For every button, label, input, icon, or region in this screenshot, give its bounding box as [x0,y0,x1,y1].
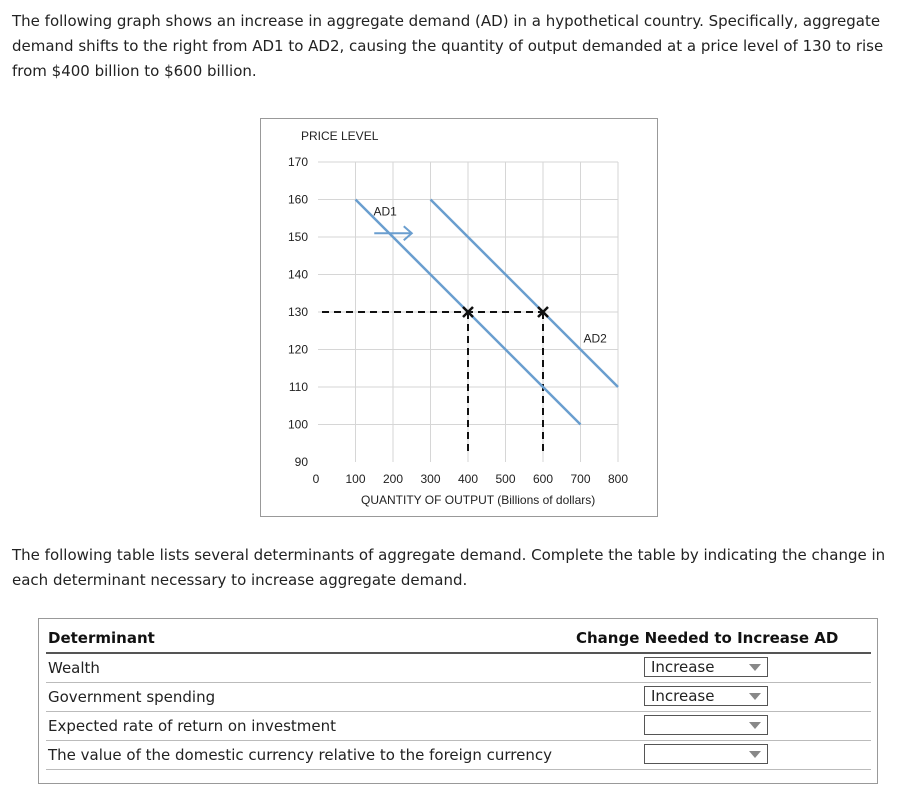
chart-frame [260,118,658,517]
table-row-expected-return [46,712,871,740]
row-label: The value of the domestic currency relative to the foreign currency [48,746,552,764]
y-tick-label: 130 [287,305,308,319]
y-tick-label: 150 [287,230,308,244]
y-axis-title: PRICE LEVEL [301,129,379,143]
x-tick-label: 700 [570,472,591,486]
x-tick-label: 400 [457,472,479,486]
dropdown-arrow-icon [749,693,761,700]
intro-paragraph: The following graph shows an increase in aggregate demand (AD) in a hypothetical country. Specifically, aggregate demand shifts to the right from AD1 to AD2, causing the quantity of output demanded at a price level of 130 to rise from $400 billion to $600 billion. [12,12,884,80]
y-tick-label: 140 [287,267,308,282]
instruction-paragraph: The following table lists several determinants of aggregate demand. Complete the table by indicating the change in each determinant necessary to increase aggregate demand. [12,546,886,589]
x-tick-label: 100 [345,472,366,486]
change-dropdown-expected-return[interactable] [644,715,768,735]
row-label: Government spending [48,688,216,706]
y-tick-label: 120 [287,342,308,357]
x-tick-label: 800 [607,472,629,486]
y-tick-label: 90 [294,455,308,469]
x-axis-title: QUANTITY OF OUTPUT (Billions of dollars) [361,493,596,507]
y-tick-label: 170 [287,155,308,169]
x-tick-label: 200 [382,472,404,486]
table-row-government-spending [46,683,871,711]
x-tick-label: 300 [420,472,441,486]
row-label: Wealth [48,659,100,677]
x-tick-label: 0 [312,472,320,486]
dropdown-arrow-icon [749,664,761,671]
dropdown-arrow-icon [749,751,761,758]
row-divider [46,769,871,770]
x-tick-label: 600 [532,472,554,486]
header-change-needed: Change Needed to Increase AD [576,629,839,647]
label-ad2: AD2 [583,331,607,346]
change-dropdown-wealth[interactable] [644,657,768,677]
x-tick-label: 500 [495,472,516,486]
y-tick-label: 160 [287,192,308,207]
table-row-currency-value [46,741,871,769]
curve-ad2 [431,200,619,388]
ad-chart [261,119,657,516]
dropdown-arrow-icon [749,722,761,729]
table-row-wealth [46,654,871,682]
change-dropdown-currency-value[interactable] [644,744,768,764]
header-determinant: Determinant [48,629,155,647]
dropdown-value: Increase [651,658,715,676]
y-tick-label: 100 [287,417,308,432]
y-tick-label: 110 [288,380,308,394]
dropdown-value: Increase [651,687,715,705]
change-dropdown-government-spending[interactable] [644,686,768,706]
row-label: Expected rate of return on investment [48,717,337,735]
label-ad1: AD1 [373,204,397,219]
determinants-table [38,618,878,784]
